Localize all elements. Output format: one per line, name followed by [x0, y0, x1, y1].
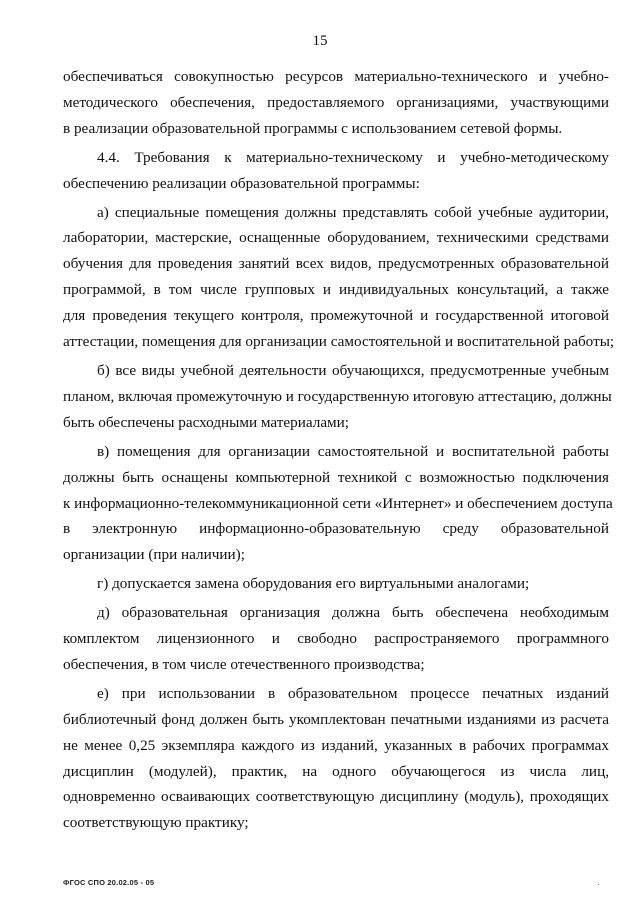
text-line: обеспечению реализации образовательной программы:	[63, 174, 420, 192]
text-line: д) образовательная организация должна быть обеспечена необходимым	[97, 604, 609, 622]
text-line: должны быть оснащены компьютерной техникой с возможностью подключения	[63, 468, 609, 486]
text-line: е) при использовании в образовательном процессе печатных изданий	[97, 684, 609, 702]
text-line: лаборатории, мастерские, оснащенные оборудованием, техническими средствами	[63, 229, 609, 247]
paragraph	[63, 145, 609, 197]
text-line: в) помещения для организации самостоятельной и воспитательной работы	[97, 442, 609, 460]
paragraph	[63, 439, 613, 569]
text-line: аттестации, помещения для организации самостоятельной и воспитательной работы;	[63, 333, 615, 351]
text-line: быть обеспечены расходными материалами;	[63, 413, 350, 431]
paragraph	[63, 358, 612, 436]
text-line: обеспечиваться совокупностью ресурсов материально-технического и учебно-	[63, 68, 609, 85]
text-line: комплектом лицензионного и свободно распространяемого программного	[63, 630, 609, 648]
paragraph	[63, 600, 609, 678]
scan-speck	[598, 884, 599, 885]
footer-code: ФГОС СПО 20.02.05 - 05	[63, 878, 155, 887]
text-line: 4.4. Требования к материально-техническому и учебно-методическому	[97, 148, 609, 166]
paragraph	[63, 64, 609, 142]
text-line: в электронную информационно-образовательную среду образовательной	[63, 520, 609, 538]
text-line: не менее 0,25 экземпляра каждого из изданий, указанных в рабочих программах	[63, 736, 609, 754]
text-line: обучения для проведения занятий всех видов, предусмотренных образовательной	[63, 255, 609, 273]
text-line: планом, включая промежуточную и государственную итоговую аттестацию, должны	[63, 387, 612, 405]
paragraph	[63, 200, 615, 355]
paragraph	[63, 681, 609, 836]
text-line: соответствующую практику;	[63, 814, 249, 832]
text-line: к информационно-телекоммуникационной сети «Интернет» и обеспечением доступа	[63, 494, 613, 512]
text-line: методического обеспечения, предоставляемого организациями, участвующими	[63, 93, 609, 111]
text-line: организации (при наличии);	[63, 546, 245, 564]
page-number: 15	[312, 33, 328, 49]
text-line: дисциплин (модулей), практик, на одного обучающегося из числа лиц,	[63, 762, 609, 780]
text-line: б) все виды учебной деятельности обучающихся, предусмотренные учебным	[97, 361, 609, 379]
text-line: программой, в том числе групповых и индивидуальных консультаций, а также	[63, 281, 609, 299]
text-line: в реализации образовательной программы с использованием сетевой формы.	[63, 119, 563, 137]
text-line: а) специальные помещения должны представлять собой учебные аудитории,	[97, 203, 609, 221]
text-line: для проведения текущего контроля, промежуточной и государственной итоговой	[63, 307, 609, 325]
paragraph	[63, 571, 609, 597]
text-line: библиотечный фонд должен быть укомплектован печатными изданиями из расчета	[63, 710, 609, 728]
body-text	[63, 64, 615, 836]
text-line: г) допускается замена оборудования его виртуальными аналогами;	[97, 575, 530, 593]
text-line: обеспечения, в том числе отечественного производства;	[63, 655, 425, 673]
text-line: одновременно осваивающих соответствующую дисциплину (модуль), проходящих	[63, 788, 609, 806]
